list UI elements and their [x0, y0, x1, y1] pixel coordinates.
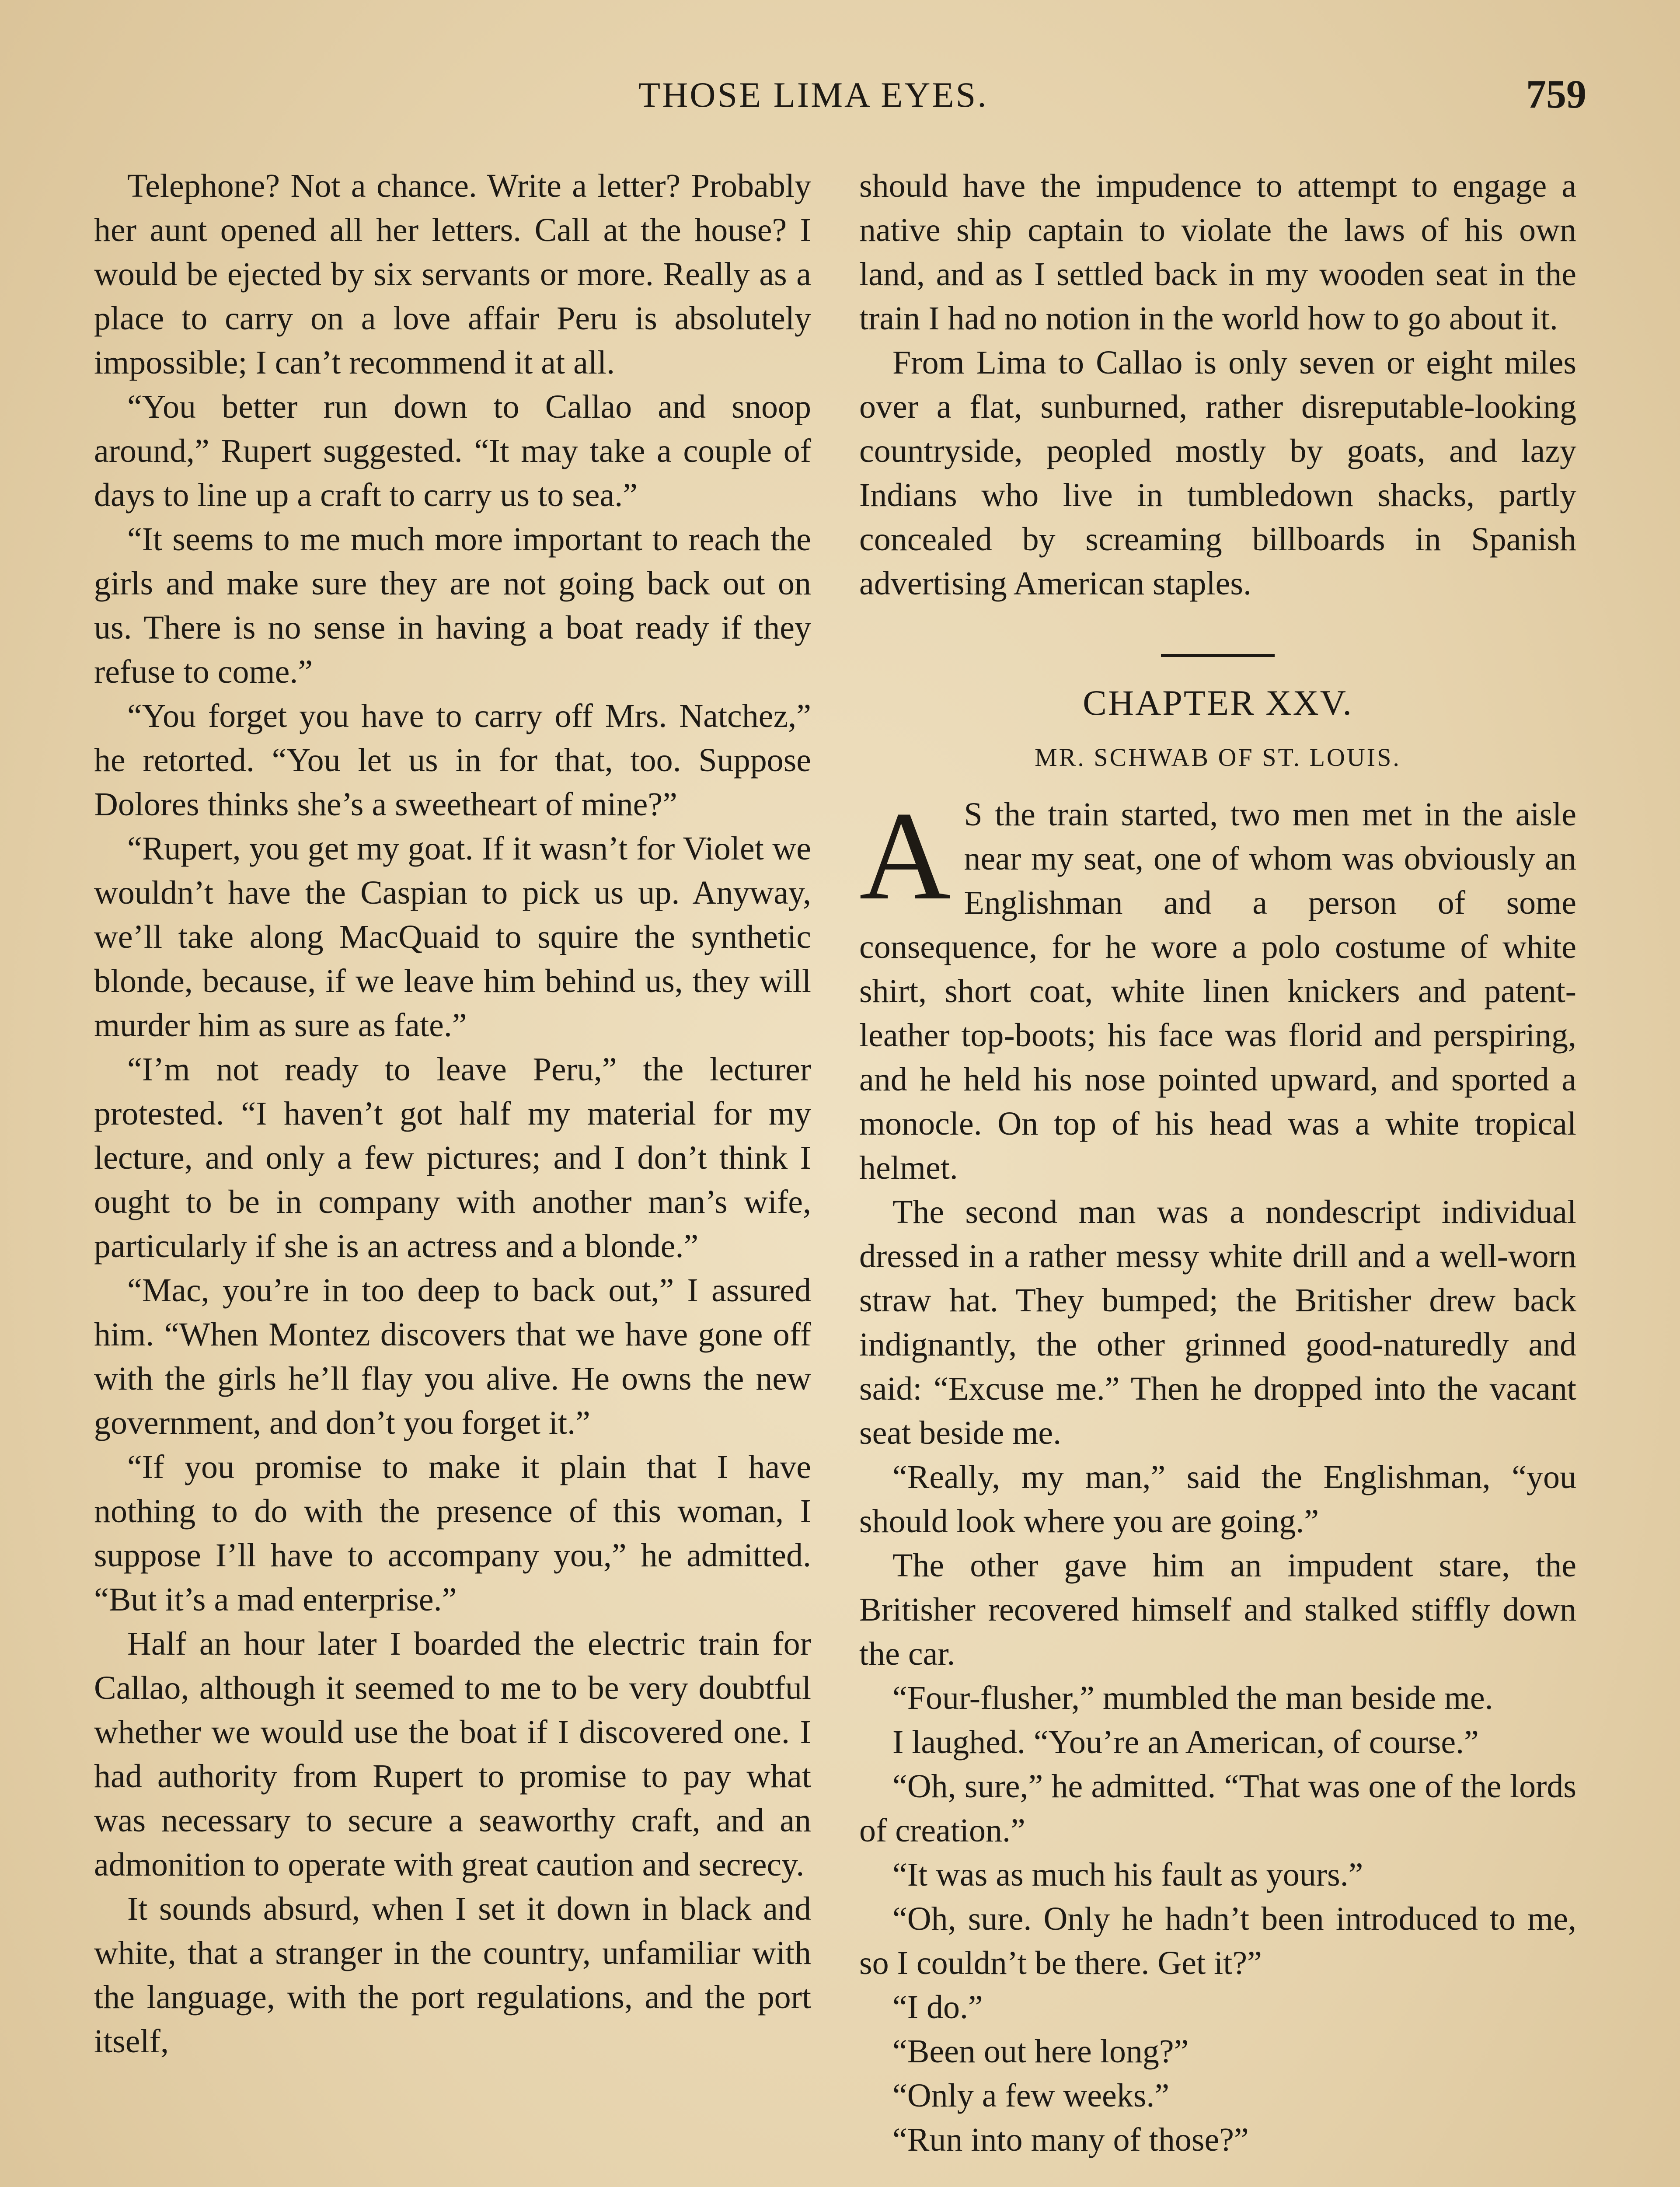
paragraph: “Rupert, you get my goat. If it wasn’t for Violet we wouldn’t have the Caspian to pick us up. Anyway, we’ll take along MacQuaid to squire the synthetic blonde, because, if we leave him behind us, they will murder him as sure as fate.”: [94, 830, 811, 1044]
paragraph: Half an hour later I boarded the electric train for Callao, although it seemed to me to be very doubtful whether we would use the boat if I discovered one. I had authority from Rupert to promise to pay what was necessary to secure a seaworthy craft, and an admonition to operate with great caution and secrecy.: [94, 1625, 811, 1883]
paragraph: It sounds absurd, when I set it down in black and white, that a stranger in the country, unfamiliar with the language, with the port regulations, and the port itself,: [94, 1890, 811, 2060]
paragraph: “I do.”: [892, 1989, 983, 2026]
paragraph: “Oh, sure,” he admitted. “That was one of the lords of creation.”: [859, 1768, 1576, 1849]
paragraph: “Run into many of those?”: [892, 2121, 1249, 2158]
paragraph: The second man was a nondescript individual dressed in a rather messy white drill and a well-worn straw hat. They bumped; the Britisher drew back indignantly, the other grinned good-naturedly and said: “Excuse me.” Then he dropped into the vacant seat beside me.: [859, 1194, 1576, 1451]
paragraph: From Lima to Callao is only seven or eight miles over a flat, sunburned, rather disreputable-looking countryside, peopled mostly by goats, and lazy Indians who live in tumbledown shacks, partly concealed by screaming billboards in Spanish advertising American staples.: [859, 344, 1576, 602]
paragraph: “Really, my man,” said the Englishman, “you should look where you are going.”: [859, 1459, 1576, 1540]
paragraph: The other gave him an impudent stare, the Britisher recovered himself and stalked stiffly down the car.: [859, 1547, 1576, 1672]
paragraph: “If you promise to make it plain that I have nothing to do with the presence of this woman, I suppose I’ll have to accompany you,” he admitted. “But it’s a mad enterprise.”: [94, 1449, 811, 1618]
page-number: 759: [1526, 72, 1586, 116]
paragraph: “I’m not ready to leave Peru,” the lecturer protested. “I haven’t got half my material for my lecture, and only a few pictures; and I don’t think I ought to be in company with another man’s wife, particularly if she is an actress and a blonde.”: [94, 1051, 811, 1265]
paragraph: “Oh, sure. Only he hadn’t been introduced to me, so I couldn’t be there. Get it?”: [859, 1901, 1576, 1981]
chapter-opening-text: S the train started, two men met in the aisle near my seat, one of whom was obviously an Englishman and a person of some consequence, for he wore a polo costume of white shirt, short coat, white linen knickers and patent-leather top-boots; his face was florid and perspiring, and he held his nose pointed upward, and sported a monocle. On top of his head was a white tropical helmet.: [859, 796, 1576, 1186]
paragraph: “You forget you have to carry off Mrs. Natchez,” he retorted. “You let us in for that, too. Suppose Dolores thinks she’s a sweetheart of mine?”: [94, 698, 811, 823]
paragraph: Telephone? Not a chance. Write a letter? Probably her aunt opened all her letters. Call at the house? I would be ejected by six servants or more. Really as a place to carry on a love affair Peru is absolutely impossible; I can’t recommend it at all.: [94, 168, 811, 381]
paragraph: “It was as much his fault as yours.”: [892, 1856, 1363, 1893]
left-column: [94, 164, 811, 2064]
chapter-title: CHAPTER XXV.: [1083, 683, 1353, 723]
running-head: [0, 74, 1680, 127]
drop-cap: A: [859, 786, 951, 926]
paragraph: “Only a few weeks.”: [892, 2077, 1170, 2114]
paragraph: I laughed. “You’re an American, of course.”: [892, 1724, 1479, 1761]
paragraph: “Been out here long?”: [892, 2033, 1189, 2070]
chapter-opening-paragraph: [859, 786, 1576, 1190]
paragraph: “You better run down to Callao and snoop around,” Rupert suggested. “It may take a couple of days to line up a craft to carry us to sea.”: [94, 388, 811, 514]
running-title: THOSE LIMA EYES.: [638, 75, 988, 115]
continued-paragraph: should have the impudence to attempt to engage a native ship captain to violate the laws of his own land, and as I settled back in my wooden seat in the train I had no notion in the world how to go about it.: [859, 168, 1576, 337]
right-column: [859, 164, 1576, 2162]
paragraph: “Mac, you’re in too deep to back out,” I assured him. “When Montez discovers that we have gone off with the girls he’ll flay you alive. He owns the new government, and don’t you forget it.”: [94, 1272, 811, 1441]
paragraph: “It seems to me much more important to reach the girls and make sure they are not going back out on us. There is no sense in having a boat ready if they refuse to come.”: [94, 521, 811, 690]
section-divider: [1161, 654, 1275, 657]
chapter-subtitle: MR. SCHWAB OF ST. LOUIS.: [1035, 743, 1401, 772]
paragraph: “Four-flusher,” mumbled the man beside me.: [892, 1680, 1493, 1716]
